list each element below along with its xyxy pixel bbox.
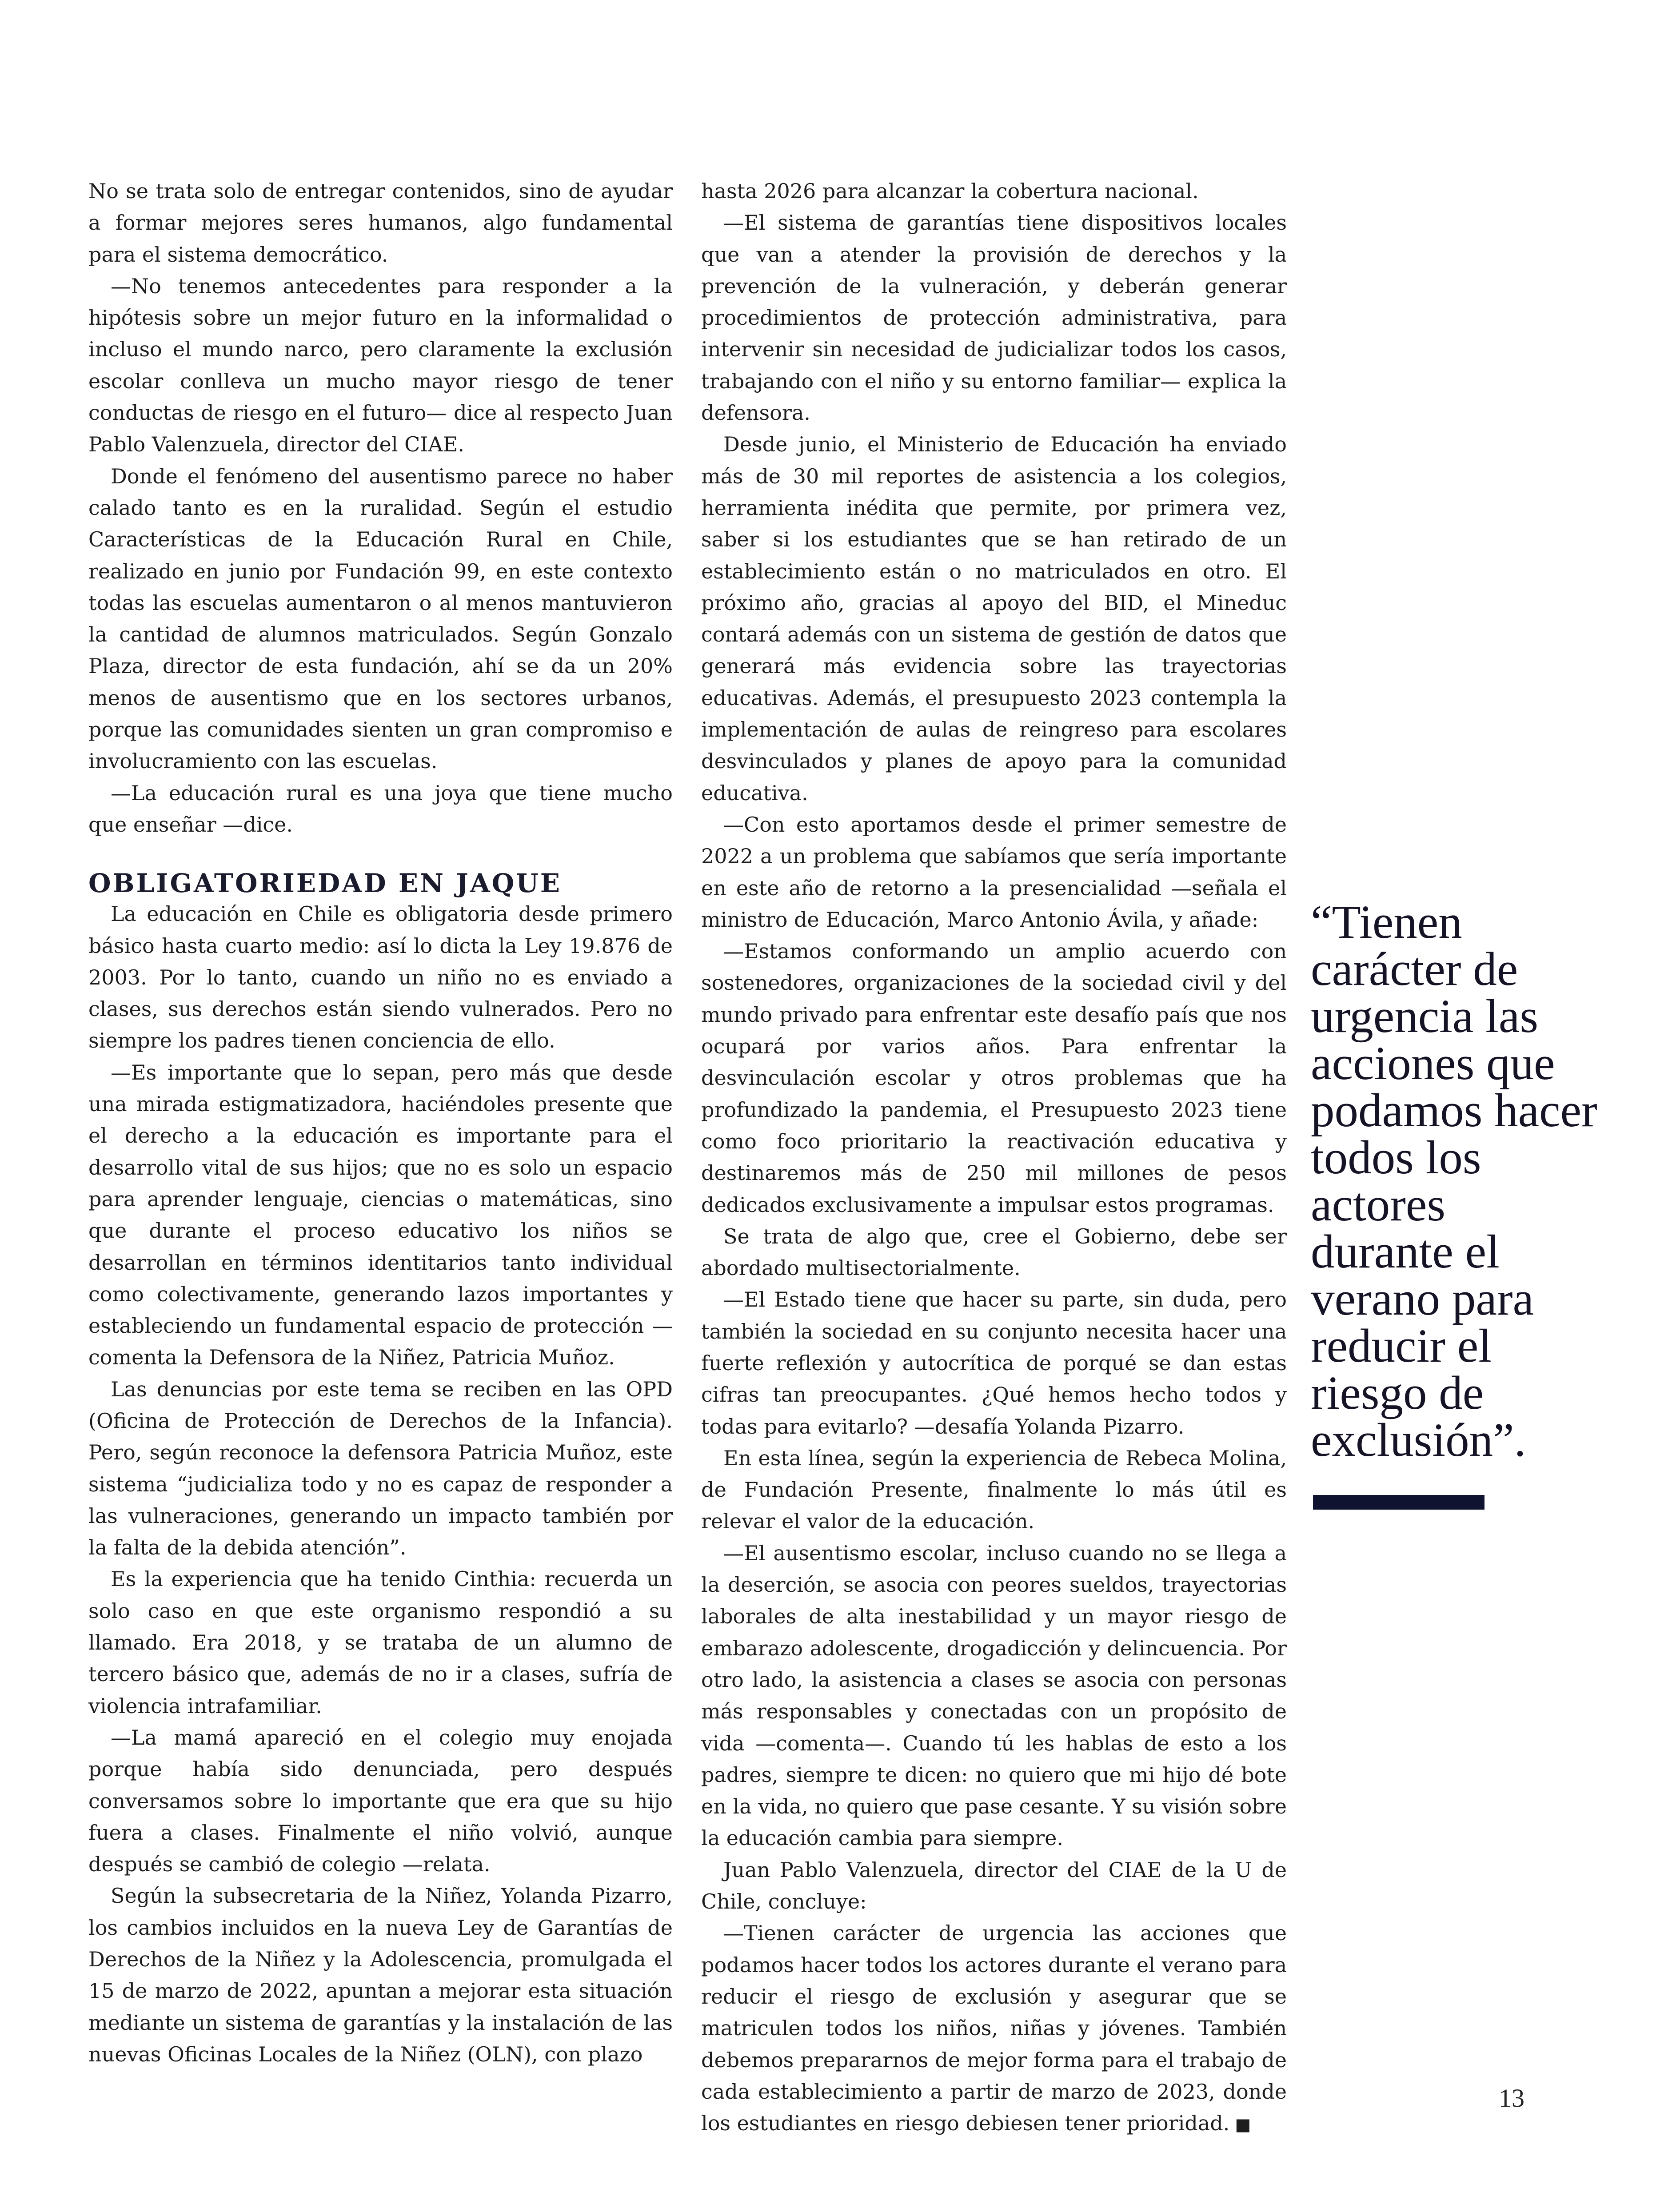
paragraph: —La educación rural es una joya que tiene mucho que enseñar —dice. [88,781,673,837]
paragraph: Según la subsecretaria de la Niñez, Yolanda Pizarro, los cambios incluidos en la nueva Ley de Garantías de Derechos de la Niñez y la Adolescencia, promulgada el 15 de marzo de 2022, apuntan a mejorar esta situación mediante un sistema de garantías y la instalación de las nuevas Oficinas Locales de la Niñez (OLN), con plazo [88,1884,673,2066]
paragraph: —La mamá apareció en el colegio muy enojada porque había sido denunciada, pero después conversamos sobre lo importante que era que su hijo fuera a clases. Finalmente el niño volvió, aunque después se cambió de colegio —relata. [88,1725,673,1877]
paragraph: Es la experiencia que ha tenido Cinthia: recuerda un solo caso en que este organismo respondió a su llamado. Era 2018, y se trataba de un alumno de tercero básico que, además de no ir a clases, sufría de violencia intrafamiliar. [88,1567,673,1718]
paragraph-final: —Tienen carácter de urgencia las acciones que podamos hacer todos los actores durante el verano para reducir el riesgo de exclusión y asegurar que se matriculen todos los niños, niñas y jóvenes. También debemos prepararnos de mejor forma para el trabajo de cada establecimiento a partir de marzo de 2023, donde los estudiantes en riesgo debiesen tener prioridad. ■ [701,1917,1287,2140]
paragraph: —El ausentismo escolar, incluso cuando no se llega a la deserción, se asocia con peores sueldos, trayectorias laborales de alta inestabilidad y un mayor riesgo de embarazo adolescente, drogadicción y delincuencia. Por otro lado, la asistencia a clases se asocia con personas más responsables y conectadas con un propósito de vida —comenta—. Cuando tú les hablas de esto a los padres, siempre te dicen: no quiero que mi hijo dé bote en la vida, no quiero que pase cesante. Y su visión sobre la educación cambia para siempre. [701,1541,1287,1850]
pull-quote-rule [1313,1495,1484,1510]
paragraph: —Es importante que lo sepan, pero más que desde una mirada estigmatizadora, haciéndoles presente que el derecho a la educación es importante para el desarrollo vital de sus hijos; que no es solo un espacio para aprender lenguaje, ciencias o matemáticas, sino que durante el proceso educativo los niños se desarrollan en términos identitarios tanto individual como colectivamente, generando lazos importantes y estableciendo un fundamental espacio de protección —comenta la Defensora de la Niñez, Patricia Muñoz. [88,1060,673,1370]
paragraph: —Con esto aportamos desde el primer semestre de 2022 a un problema que sabíamos que sería importante en este año de retorno a la presencialidad —señala el ministro de Educación, Marco Antonio Ávila, y añade: [701,812,1287,932]
column-left [88,175,673,2070]
paragraph: Donde el fenómeno del ausentismo parece no haber calado tanto es en la ruralidad. Según el estudio Características de la Educación Rural en Chile, realizado en junio por Fundación 99, en este contexto todas las escuelas aumentaron o al menos mantuvieron la cantidad de alumnos matriculados. Según Gonzalo Plaza, director de esta fundación, ahí se da un 20% menos de ausentismo que en los sectores urbanos, porque las comunidades sienten un gran compromiso e involucramiento con las escuelas. [88,464,673,773]
paragraph: No se trata solo de entregar contenidos, sino de ayudar a formar mejores seres humanos, algo fundamental para el sistema democrático. [88,179,673,267]
pull-quote: “Tienen carácter de urgencia las acciones que podamos hacer todos los actores durante el verano para reducir el riesgo de exclusión”. [1311,896,1597,1467]
paragraph: Desde junio, el Ministerio de Educación ha enviado más de 30 mil reportes de asistencia a los colegios, herramienta inédita que permite, por primera vez, saber si los estudiantes que se han retirado de un establecimiento están o no matriculados en otro. El próximo año, gracias al apoyo del BID, el Mineduc contará además con un sistema de gestión de datos que generará más evidencia sobre las trayectorias educativas. Además, el presupuesto 2023 contempla la implementación de aulas de reingreso para escolares desvinculados y planes de apoyo para la comunidad educativa. [701,432,1287,805]
section-heading: OBLIGATORIEDAD EN JAQUE [88,868,562,899]
paragraph: —Estamos conformando un amplio acuerdo con sostenedores, organizaciones de la sociedad civil y del mundo privado para enfrentar este desafío país que nos ocupará por varios años. Para enfrentar la desvinculación escolar y otros problemas que ha profundizado la pandemia, el Presupuesto 2023 tiene como foco prioritario la reactivación educativa y destinaremos más de 250 mil millones de pesos dedicados exclusivamente a impulsar estos programas. [701,939,1287,1217]
page-number: 13 [1499,2084,1524,2112]
paragraph: Se trata de algo que, cree el Gobierno, debe ser abordado multisectorialmente. [701,1224,1287,1280]
column-middle [701,175,1287,2140]
paragraph: —No tenemos antecedentes para responder a la hipótesis sobre un mejor futuro en la informalidad o incluso el mundo narco, pero claramente la exclusión escolar conlleva un mucho mayor riesgo de tener conductas de riesgo en el futuro— dice al respecto Juan Pablo Valenzuela, director del CIAE. [88,274,673,457]
paragraph: Las denuncias por este tema se reciben en las OPD (Oficina de Protección de Derechos de la Infancia). Pero, según reconoce la defensora Patricia Muñoz, este sistema “judicializa todo y no es capaz de responder a las vulneraciones, generando un impacto también por la falta de la debida atención”. [88,1377,673,1560]
paragraph: hasta 2026 para alcanzar la cobertura nacional. [701,179,1199,203]
paragraph: Juan Pablo Valenzuela, director del CIAE de la U de Chile, concluye: [701,1857,1287,1914]
paragraph: —El sistema de garantías tiene dispositivos locales que van a atender la provisión de derechos y la prevención de la vulneración, y deberán generar procedimientos de protección administrativa, para intervenir sin necesidad de judicializar todos los casos, trabajando con el niño y su entorno familiar— explica la defensora. [701,211,1287,425]
paragraph: —El Estado tiene que hacer su parte, sin duda, pero también la sociedad en su conjunto necesita hacer una fuerte reflexión y autocrítica de porqué se dan estas cifras tan preocupantes. ¿Qué hemos hecho todos y todas para evitarlo? —desafía Yolanda Pizarro. [701,1287,1287,1439]
paragraph: En esta línea, según la experiencia de Rebeca Molina, de Fundación Presente, finalmente lo más útil es relevar el valor de la educación. [701,1446,1287,1534]
paragraph: La educación en Chile es obligatoria desde primero básico hasta cuarto medio: así lo dicta la Ley 19.876 de 2003. Por lo tanto, cuando un niño no es enviado a clases, sus derechos están siendo vulnerados. Pero no siempre los padres tienen conciencia de ello. [88,902,673,1053]
